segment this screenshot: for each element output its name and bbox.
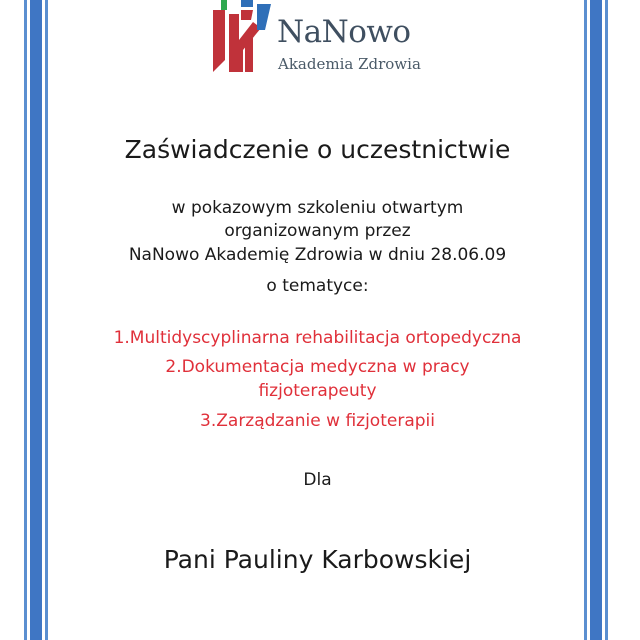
logo-subtitle: Akademia Zdrowia xyxy=(278,55,421,73)
intro-line-2: organizowanym przez xyxy=(224,221,411,241)
topic-2: 2.Dokumentacja medyczna w pracy xyxy=(165,357,470,377)
intro-line-3: NaNowo Akademię Zdrowia w dniu 28.06.09 xyxy=(128,245,507,265)
left-border xyxy=(20,0,52,640)
certificate-title: Zaświadczenie o uczestnictwie xyxy=(124,135,511,164)
for-label: Dla xyxy=(303,470,332,490)
intro-line-4: o tematyce: xyxy=(266,276,369,296)
recipient-name: Pani Pauliny Karbowskiej xyxy=(163,545,472,574)
topic-2-continued: fizjoterapeuty xyxy=(258,381,377,401)
logo xyxy=(205,0,425,80)
intro-line-1: w pokazowym szkoleniu otwartym xyxy=(171,198,464,218)
topic-1: 1.Multidyscyplinarna rehabilitacja ortopedyczna xyxy=(113,328,522,348)
logo-name: NaNowo xyxy=(277,14,411,50)
topic-3: 3.Zarządzanie w fizjoterapii xyxy=(200,411,435,431)
logo-tree-icon xyxy=(205,0,280,80)
right-border xyxy=(580,0,612,640)
